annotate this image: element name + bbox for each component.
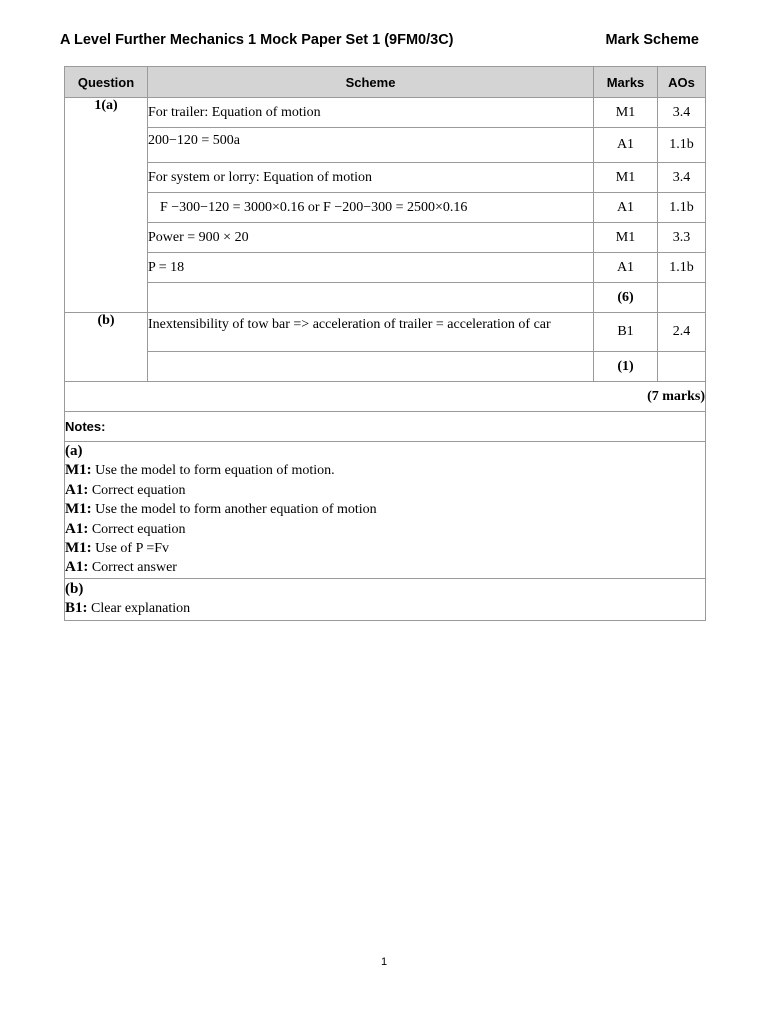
document-type-label: Mark Scheme bbox=[605, 32, 699, 48]
table-row bbox=[65, 163, 706, 193]
scheme-cell bbox=[148, 283, 594, 313]
scheme-cell: P = 18 bbox=[148, 253, 594, 283]
column-header-question: Question bbox=[65, 67, 148, 98]
notes-part-b bbox=[65, 578, 706, 620]
notes-part-a-row bbox=[65, 442, 706, 579]
notes-part-a-label: (a) bbox=[65, 443, 83, 459]
scheme-cell: For system or lorry: Equation of motion bbox=[148, 163, 594, 193]
ao-cell: 3.4 bbox=[658, 163, 706, 193]
table-row bbox=[65, 352, 706, 382]
mark-cell: M1 bbox=[594, 163, 658, 193]
page-number: 1 bbox=[380, 956, 388, 968]
note-line: A1: Correct equation bbox=[65, 520, 186, 537]
ao-cell: 3.3 bbox=[658, 223, 706, 253]
column-header-marks: Marks bbox=[594, 67, 658, 98]
notes-header-row bbox=[65, 412, 706, 442]
note-line: M1: Use the model to form equation of motion. bbox=[65, 462, 335, 479]
notes-part-b-label: (b) bbox=[65, 580, 84, 597]
table-row bbox=[65, 128, 706, 163]
ao-cell: 1.1b bbox=[658, 128, 706, 163]
table-row bbox=[65, 98, 706, 128]
subtotal-cell: (6) bbox=[594, 283, 658, 313]
notes-part-a bbox=[65, 442, 706, 579]
total-row bbox=[65, 382, 706, 412]
total-marks: (7 marks) bbox=[65, 382, 706, 412]
ao-cell: 3.4 bbox=[658, 98, 706, 128]
mark-cell: A1 bbox=[594, 253, 658, 283]
mark-cell: B1 bbox=[594, 313, 658, 352]
column-header-scheme: Scheme bbox=[148, 67, 594, 98]
table-row bbox=[65, 283, 706, 313]
mark-cell: M1 bbox=[594, 98, 658, 128]
note-line: M1: Use the model to form another equation of motion bbox=[65, 501, 377, 518]
mark-cell: M1 bbox=[594, 223, 658, 253]
question-number: (b) bbox=[65, 313, 148, 382]
question-number: 1(a) bbox=[65, 98, 148, 313]
table-row bbox=[65, 193, 706, 223]
mark-cell: A1 bbox=[594, 193, 658, 223]
ao-cell bbox=[658, 352, 706, 382]
notes-part-b-row bbox=[65, 578, 706, 620]
scheme-cell: F −300−120 = 3000×0.16 or F −200−300 = 2500×0.16 bbox=[148, 193, 594, 223]
table-row bbox=[65, 223, 706, 253]
document-title: A Level Further Mechanics 1 Mock Paper Set 1 (9FM0/3C) bbox=[60, 32, 454, 48]
ao-cell bbox=[658, 283, 706, 313]
scheme-cell: For trailer: Equation of motion bbox=[148, 98, 594, 128]
notes-heading: Notes: bbox=[65, 412, 706, 442]
ao-cell: 1.1b bbox=[658, 253, 706, 283]
scheme-cell: Power = 900 × 20 bbox=[148, 223, 594, 253]
scheme-cell bbox=[148, 352, 594, 382]
ao-cell: 1.1b bbox=[658, 193, 706, 223]
column-header-aos: AOs bbox=[658, 67, 706, 98]
note-line: A1: Correct equation bbox=[65, 481, 186, 498]
mark-scheme-table bbox=[64, 66, 706, 621]
mark-cell: A1 bbox=[594, 128, 658, 163]
subtotal-cell: (1) bbox=[594, 352, 658, 382]
note-line: A1: Correct answer bbox=[65, 559, 177, 576]
note-line: M1: Use of P =Fv bbox=[65, 540, 170, 557]
scheme-cell: 200−120 = 500a bbox=[148, 128, 594, 163]
table-row bbox=[65, 313, 706, 352]
ao-cell: 2.4 bbox=[658, 313, 706, 352]
note-line: B1: Clear explanation bbox=[65, 600, 191, 617]
scheme-cell: Inextensibility of tow bar => acceleration of trailer = acceleration of car bbox=[148, 313, 594, 352]
table-row bbox=[65, 253, 706, 283]
table-header-row bbox=[65, 67, 706, 98]
